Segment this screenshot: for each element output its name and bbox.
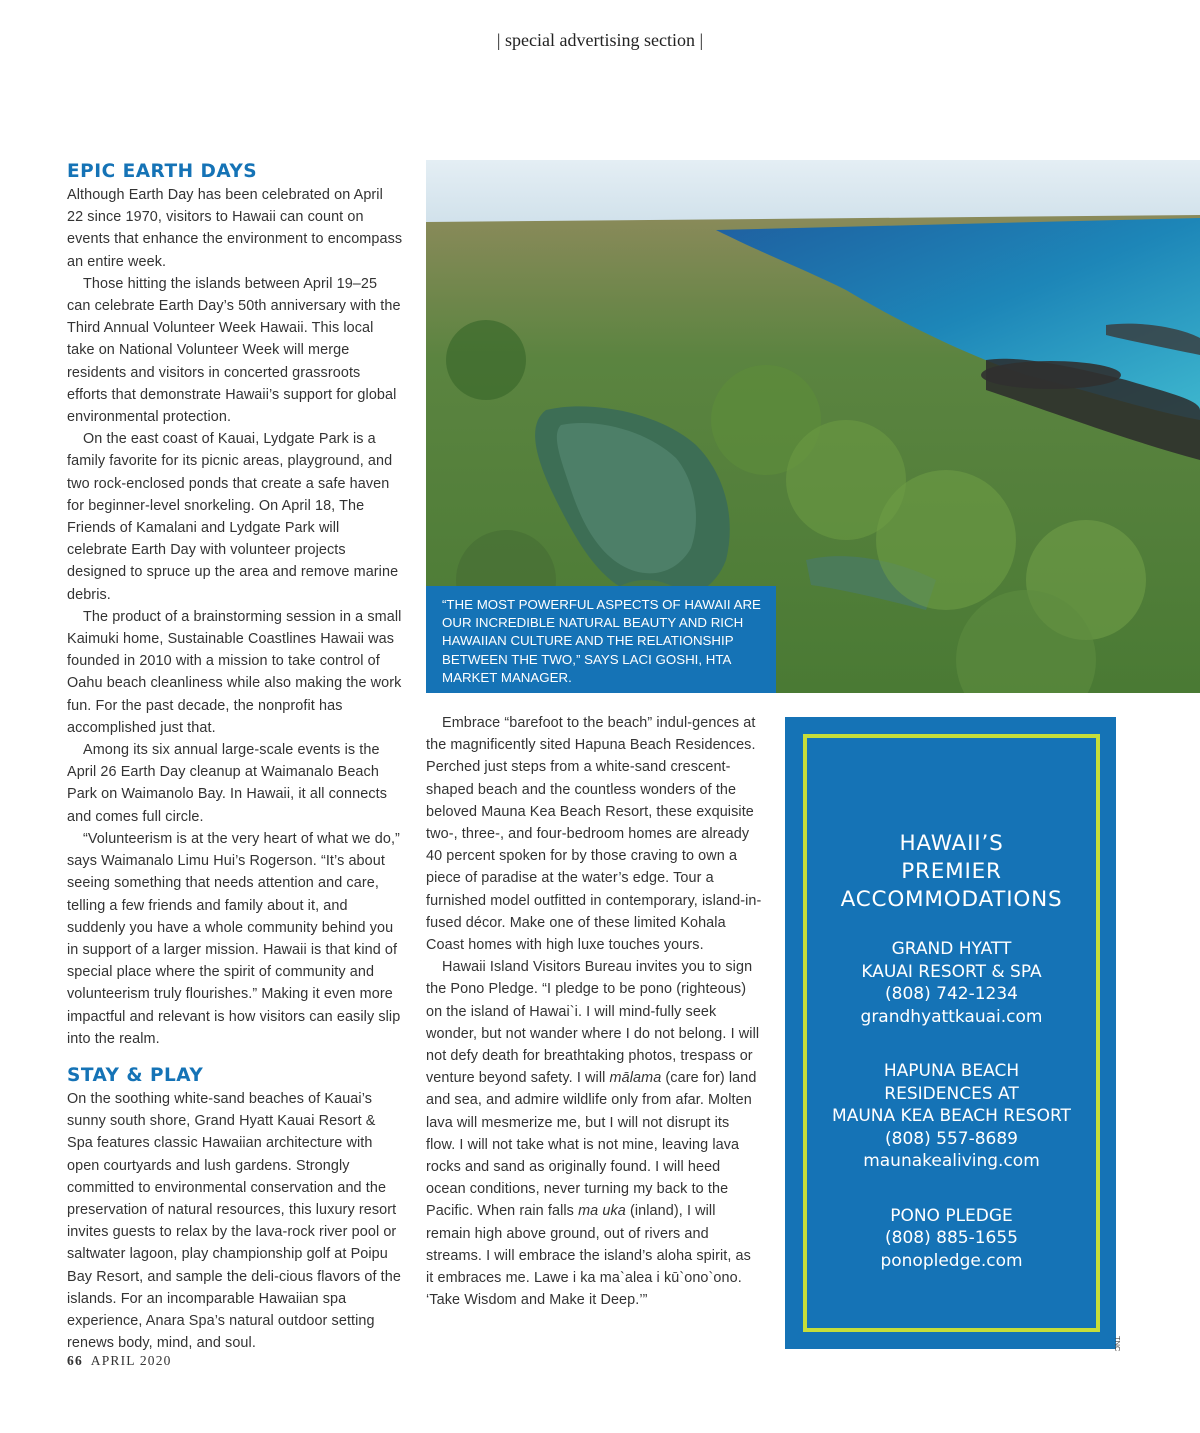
page-footer bbox=[67, 1353, 172, 1369]
pledge-malama: mālama bbox=[609, 1070, 662, 1087]
epic-earth-days-heading: EPIC EARTH DAYS bbox=[67, 161, 258, 182]
pledge-text: Hawaii Island Visitors Bureau invites you to sign the Pono Pledge. “I pledge to be pono (righteous) on the island of Hawai`i. I will mind-fully seek wonder, but not wander where I do not belong. I will not defy death for breathtaking photos, trespass or venture beyond safety. I will bbox=[426, 959, 760, 1087]
ad-entry-line: MAUNA KEA BEACH RESORT bbox=[832, 1106, 1071, 1126]
ad-entry-line: GRAND HYATT bbox=[891, 939, 1012, 959]
accommodations-ad-box bbox=[785, 717, 1116, 1349]
ad-title-line: PREMIER bbox=[901, 859, 1002, 884]
ad-entry-grand-hyatt bbox=[807, 938, 1096, 1028]
issue-date: APRIL 2020 bbox=[90, 1353, 172, 1368]
ad-entry-line: KAUAI RESORT & SPA bbox=[861, 961, 1042, 982]
ad-entry-line: RESIDENCES AT bbox=[884, 1083, 1019, 1104]
ad-entry-website[interactable]: ponopledge.com bbox=[880, 1250, 1023, 1271]
ad-content bbox=[807, 830, 1096, 1304]
pono-pledge-paragraph bbox=[426, 956, 762, 1311]
ad-entry-line: PONO PLEDGE bbox=[890, 1205, 1013, 1226]
ad-title-line: HAWAII’S bbox=[899, 831, 1004, 856]
ad-title bbox=[807, 830, 1096, 914]
ad-entry-hapuna-beach bbox=[807, 1060, 1096, 1173]
ad-entry-website[interactable]: maunakealiving.com bbox=[863, 1151, 1040, 1171]
body-paragraph: Embrace “barefoot to the beach” indul-gences at the magnificently sited Hapuna Beach Residences. Perched just steps from a white-sand crescent-shaped beach and the countless wonders of the beloved Mauna Kea Beach Resort, these exquisite two-, three-, and four-bedroom homes are already 40 percent spoken for by those craving to own a piece of paradise at the water’s edge. Tour a furnished model outfitted in contemporary, island-in-fused décor. Make one of these limited Kohala Coast homes with high luxe touches yours. bbox=[426, 715, 762, 954]
body-paragraph: The product of a brainstorming session in a small Kaimuki home, Sustainable Coastlines Hawaii was founded in 2010 with a mission to take control of Oahu beach cleanliness while also making the work fun. For the past decade, the nonprofit has accomplished just that. bbox=[67, 608, 402, 736]
body-paragraph: Among its six annual large-scale events is the April 26 Earth Day cleanup at Waimanalo Beach Park on Waimanolo Bay. In Hawaii, it all connects and comes full circle. bbox=[67, 742, 388, 825]
body-paragraph: On the east coast of Kauai, Lydgate Park is a family favorite for its picnic areas, playground, and two rock-enclosed ponds that create a safe haven for beginner-level snorkeling. On April 18, The Friends of Kamalani and Lydgate Park will celebrate Earth Day with volunteer projects designed to spruce up the area and remove marine debris. bbox=[67, 431, 399, 603]
body-paragraph: On the soothing white-sand beaches of Kauai’s sunny south shore, Grand Hyatt Kauai Resort & Spa features classic Hawaiian architecture with open courtyards and lush gardens. Strongly committed to environmental conservation and the preservation of natural resources, this luxury resort invites guests to relax by the lava-rock river pool or saltwater lagoon, play championship golf at Poipu Bay Resort, and sample the deli-cious flavors of the islands. For an incomparable Hawaiian spa experience, Anara Spa’s natural outdoor setting renews body, mind, and soul. bbox=[67, 1090, 401, 1352]
stay-and-play-heading: STAY & PLAY bbox=[67, 1064, 204, 1086]
section-tag: | special advertising section | bbox=[496, 30, 704, 50]
pledge-text: (inland), I will remain high above ground, out of rivers and streams. I will embrace the island’s aloha spirit, as it embraces me. Lawe i ka ma`alea i kū`ono`ono. ‘Take Wisdom and Make it Deep.’” bbox=[426, 1203, 751, 1309]
page-number: 66 bbox=[67, 1353, 83, 1368]
ad-title-line: ACCOMMODATIONS bbox=[840, 887, 1063, 912]
left-column bbox=[67, 160, 403, 1354]
body-paragraph: Although Earth Day has been celebrated on April 22 since 1970, visitors to Hawaii can count on events that enhance the environment to encompass an entire week. bbox=[67, 187, 403, 270]
body-paragraph: “Volunteerism is at the very heart of what we do,” says Waimanalo Limu Hui’s Rogerson. “It’s about seeing something that needs attention and care, telling a few friends and family about it, and suddenly you have a whole community behind you in support of a larger mission. Hawaii is that kind of special place where the spirit of community and volunteerism truly flourishes.” Making it even more impactful and relevant is how visitors can easily slip into the realm. bbox=[67, 830, 401, 1047]
pledge-mauka: ma uka bbox=[578, 1203, 626, 1220]
photo-caption: “THE MOST POWERFUL ASPECTS OF HAWAII ARE OUR INCREDIBLE NATURAL BEAUTY AND RICH HAWAIIAN CULTURE AND THE RELATIONSHIP BETWEEN THE TWO,” SAYS LACI GOSHI, HTA MARKET MANAGER. bbox=[426, 586, 776, 693]
ad-box-border bbox=[803, 734, 1100, 1332]
ad-entry-website[interactable]: grandhyattkauai.com bbox=[860, 1006, 1043, 1027]
ad-entry-phone: (808) 557-8689 bbox=[885, 1128, 1018, 1149]
side-credit: TNC bbox=[1113, 1336, 1122, 1352]
body-paragraph: Those hitting the islands between April 19–25 can celebrate Earth Day’s 50th anniversary with the Third Annual Volunteer Week Hawaii. This local take on National Volunteer Week will merge residents and visitors in concerted grassroots efforts that demonstrate Hawaii’s support for global environmental protection. bbox=[67, 275, 401, 426]
middle-column bbox=[426, 712, 762, 1311]
ad-entry-line: HAPUNA BEACH bbox=[883, 1061, 1020, 1081]
ad-entry-phone: (808) 742-1234 bbox=[885, 984, 1018, 1004]
ad-entry-pono-pledge bbox=[807, 1205, 1096, 1273]
ad-entry-phone: (808) 885-1655 bbox=[885, 1228, 1018, 1248]
pledge-text: (care for) land and sea, and admire wildlife only from afar. Molten lava will mesmerize me, but I will not disrupt its flow. I will not take what is not mine, leaving lava rocks and sand as originally found. I will heed ocean conditions, never turning my back to the Pacific. When rain falls bbox=[426, 1070, 757, 1220]
